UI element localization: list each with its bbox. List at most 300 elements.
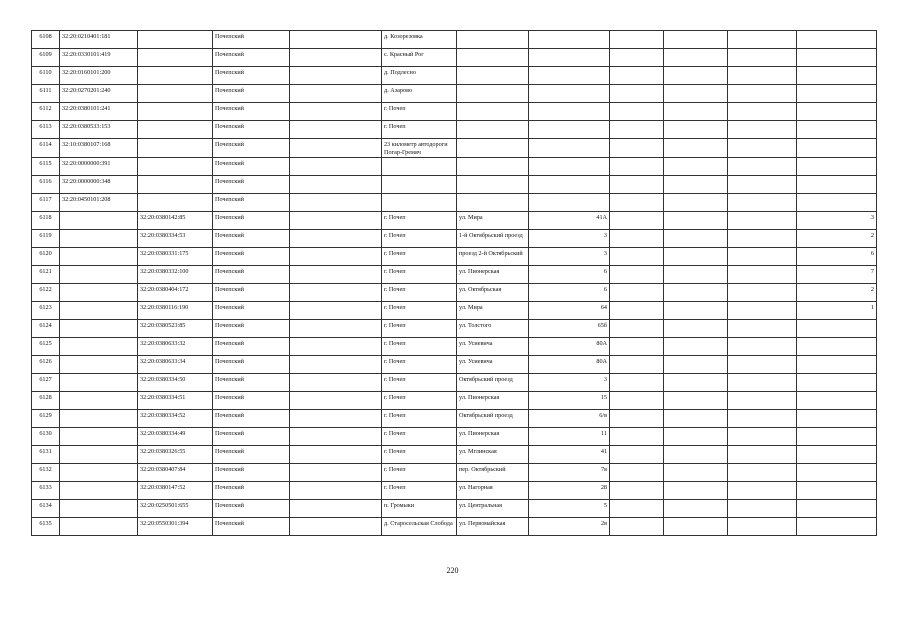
cell-house: [529, 158, 610, 176]
cell-district: Почепский: [213, 410, 290, 428]
cell-num: 6109: [32, 49, 60, 67]
cell-blank: [290, 392, 382, 410]
cell-c12: [797, 500, 877, 518]
cell-c12: 3: [797, 212, 877, 230]
cell-blank: [290, 230, 382, 248]
cell-c11: [728, 284, 797, 302]
cell-blank: [290, 103, 382, 121]
cell-blank: [290, 212, 382, 230]
cell-cad2: 32:20:0380523:85: [138, 320, 213, 338]
table-row: [32, 464, 877, 482]
cell-house: [529, 67, 610, 85]
cell-cad1: 32:20:0160101:200: [60, 67, 138, 85]
cell-street: [457, 139, 529, 158]
cell-locality: г. Почеп: [382, 338, 457, 356]
cell-locality: г. Почеп: [382, 410, 457, 428]
cell-district: Почепский: [213, 67, 290, 85]
table-row: [32, 31, 877, 49]
cell-c10: [664, 121, 728, 139]
cell-cad2: 32:20:0380334:49: [138, 428, 213, 446]
cell-district: Почепский: [213, 31, 290, 49]
cell-num: 6129: [32, 410, 60, 428]
cell-house: 28: [529, 482, 610, 500]
cell-cad1: [60, 410, 138, 428]
cell-locality: [382, 176, 457, 194]
table-row: [32, 230, 877, 248]
cell-house: 2в: [529, 518, 610, 536]
cell-c11: [728, 392, 797, 410]
table-row: [32, 139, 877, 158]
cell-district: Почепский: [213, 139, 290, 158]
cell-c11: [728, 374, 797, 392]
cell-blank: [290, 500, 382, 518]
cell-cad2: 32:20:0380142:85: [138, 212, 213, 230]
cell-c11: [728, 176, 797, 194]
cell-c12: [797, 67, 877, 85]
cell-num: 6127: [32, 374, 60, 392]
cell-c12: [797, 139, 877, 158]
cell-district: Почепский: [213, 212, 290, 230]
cell-street: ул. Нагорная: [457, 482, 529, 500]
cell-c12: [797, 176, 877, 194]
table-row: [32, 410, 877, 428]
cell-cad2: 32:20:0250501:655: [138, 500, 213, 518]
cell-cad1: [60, 320, 138, 338]
cell-cad2: 32:20:0380334:52: [138, 410, 213, 428]
cell-locality: г. Почеп: [382, 446, 457, 464]
cell-street: [457, 85, 529, 103]
cell-house: [529, 121, 610, 139]
cell-c10: [664, 356, 728, 374]
cell-locality: д. Азарово: [382, 85, 457, 103]
table-row: [32, 266, 877, 284]
cell-cad1: 32:20:0210401:181: [60, 31, 138, 49]
cell-house: 3: [529, 248, 610, 266]
cell-locality: г. Почеп: [382, 464, 457, 482]
cell-district: Почепский: [213, 392, 290, 410]
cell-flat: [610, 230, 664, 248]
cell-house: 3: [529, 230, 610, 248]
cell-blank: [290, 302, 382, 320]
cell-num: 6128: [32, 392, 60, 410]
cell-district: Почепский: [213, 302, 290, 320]
cell-cad1: [60, 230, 138, 248]
cell-cad1: 32:20:0000000:391: [60, 158, 138, 176]
cell-district: Почепский: [213, 446, 290, 464]
cell-cad2: [138, 176, 213, 194]
cell-district: Почепский: [213, 158, 290, 176]
cell-num: 6125: [32, 338, 60, 356]
cell-cad1: [60, 248, 138, 266]
cell-cad2: 32:20:0380404:172: [138, 284, 213, 302]
cell-cad1: [60, 392, 138, 410]
cell-flat: [610, 356, 664, 374]
cell-c11: [728, 230, 797, 248]
cell-c10: [664, 67, 728, 85]
cell-flat: [610, 500, 664, 518]
cell-cad1: 32:20:0000000:348: [60, 176, 138, 194]
cell-cad1: [60, 338, 138, 356]
cell-street: ул. Усиевича: [457, 338, 529, 356]
cell-num: 6119: [32, 230, 60, 248]
cell-blank: [290, 176, 382, 194]
table-row: [32, 302, 877, 320]
cell-street: ул. Мира: [457, 302, 529, 320]
cell-flat: [610, 266, 664, 284]
cell-locality: г. Почеп: [382, 356, 457, 374]
cell-locality: г. Почеп: [382, 392, 457, 410]
cell-c10: [664, 230, 728, 248]
cell-street: ул. Мира: [457, 212, 529, 230]
cell-flat: [610, 121, 664, 139]
cell-cad2: 32:20:0550301:394: [138, 518, 213, 536]
cell-c10: [664, 103, 728, 121]
cell-locality: г. Почеп: [382, 121, 457, 139]
cell-locality: г. Почеп: [382, 302, 457, 320]
cell-district: Почепский: [213, 338, 290, 356]
cell-c12: [797, 103, 877, 121]
cell-locality: с. Красный Рог: [382, 49, 457, 67]
cell-flat: [610, 85, 664, 103]
table-row: [32, 320, 877, 338]
table-row: [32, 248, 877, 266]
cell-house: 6: [529, 266, 610, 284]
cell-street: [457, 194, 529, 212]
cell-district: Почепский: [213, 194, 290, 212]
cell-c11: [728, 49, 797, 67]
cell-c12: 1: [797, 302, 877, 320]
cell-c12: 2: [797, 284, 877, 302]
cell-house: 41А: [529, 212, 610, 230]
cell-district: Почепский: [213, 121, 290, 139]
cell-cad1: 32:10:0380107:168: [60, 139, 138, 158]
cell-cad1: [60, 428, 138, 446]
cell-district: Почепский: [213, 284, 290, 302]
cell-c11: [728, 139, 797, 158]
cell-c12: [797, 482, 877, 500]
cell-num: 6110: [32, 67, 60, 85]
cell-street: ул. Усиевича: [457, 356, 529, 374]
table-row: [32, 85, 877, 103]
cell-c10: [664, 158, 728, 176]
cell-c12: [797, 428, 877, 446]
cell-locality: [382, 194, 457, 212]
cell-c11: [728, 464, 797, 482]
cell-c10: [664, 428, 728, 446]
cell-street: [457, 49, 529, 67]
cell-flat: [610, 176, 664, 194]
cell-num: 6135: [32, 518, 60, 536]
cell-cad1: [60, 482, 138, 500]
cell-num: 6132: [32, 464, 60, 482]
cell-cad1: 32:20:0450101:208: [60, 194, 138, 212]
cell-num: 6111: [32, 85, 60, 103]
cell-flat: [610, 392, 664, 410]
cell-c11: [728, 320, 797, 338]
cell-locality: г. Почеп: [382, 230, 457, 248]
cell-flat: [610, 158, 664, 176]
cell-cad2: 32:20:0380326:55: [138, 446, 213, 464]
cell-street: Октябрьский проезд: [457, 374, 529, 392]
cell-num: 6117: [32, 194, 60, 212]
table-row: [32, 518, 877, 536]
cell-blank: [290, 482, 382, 500]
cell-c10: [664, 410, 728, 428]
cell-flat: [610, 410, 664, 428]
cell-locality: г. Почеп: [382, 266, 457, 284]
cell-blank: [290, 139, 382, 158]
cell-num: 6131: [32, 446, 60, 464]
cell-flat: [610, 302, 664, 320]
cell-locality: п. Громыки: [382, 500, 457, 518]
cell-cad2: 32:20:0380633:34: [138, 356, 213, 374]
cell-cad2: [138, 85, 213, 103]
cell-cad2: [138, 139, 213, 158]
cell-c12: [797, 518, 877, 536]
cell-blank: [290, 446, 382, 464]
cell-c12: [797, 121, 877, 139]
cell-c12: [797, 374, 877, 392]
register-table: [31, 30, 877, 536]
cell-c11: [728, 302, 797, 320]
cell-c10: [664, 464, 728, 482]
cell-house: [529, 49, 610, 67]
cell-c10: [664, 338, 728, 356]
cell-c11: [728, 518, 797, 536]
table-row: [32, 392, 877, 410]
cell-num: 6116: [32, 176, 60, 194]
table-row: [32, 158, 877, 176]
cell-c11: [728, 31, 797, 49]
cell-street: пер. Октябрьский: [457, 464, 529, 482]
cell-cad1: 32:20:0330101:419: [60, 49, 138, 67]
cell-blank: [290, 320, 382, 338]
cell-cad2: 32:20:0380332:100: [138, 266, 213, 284]
cell-blank: [290, 31, 382, 49]
cell-blank: [290, 85, 382, 103]
cell-flat: [610, 464, 664, 482]
cell-cad1: 32:20:0380533:153: [60, 121, 138, 139]
cell-district: Почепский: [213, 356, 290, 374]
cell-blank: [290, 464, 382, 482]
cell-flat: [610, 284, 664, 302]
cell-house: [529, 103, 610, 121]
cell-num: 6123: [32, 302, 60, 320]
cell-house: 11: [529, 428, 610, 446]
table-row: [32, 194, 877, 212]
cell-num: 6108: [32, 31, 60, 49]
cell-c11: [728, 103, 797, 121]
cell-district: Почепский: [213, 103, 290, 121]
cell-c12: 6: [797, 248, 877, 266]
cell-locality: д. Старосельская Слобода: [382, 518, 457, 536]
table-row: [32, 338, 877, 356]
cell-cad2: 32:20:0380407:84: [138, 464, 213, 482]
cell-c12: [797, 31, 877, 49]
cell-num: 6130: [32, 428, 60, 446]
page-number: 220: [446, 566, 459, 575]
cell-c10: [664, 320, 728, 338]
cell-cad2: [138, 121, 213, 139]
cell-c10: [664, 482, 728, 500]
cell-cad1: [60, 518, 138, 536]
cell-flat: [610, 103, 664, 121]
cell-num: 6115: [32, 158, 60, 176]
cell-cad1: [60, 500, 138, 518]
cell-locality: г. Почеп: [382, 320, 457, 338]
cell-blank: [290, 158, 382, 176]
cell-cad2: 32:20:0380331:175: [138, 248, 213, 266]
table-row: [32, 428, 877, 446]
cell-locality: г. Почеп: [382, 103, 457, 121]
cell-c12: [797, 320, 877, 338]
cell-cad2: 32:20:0380334:50: [138, 374, 213, 392]
cell-cad1: [60, 374, 138, 392]
cell-street: ул. Пионерская: [457, 266, 529, 284]
cell-cad1: [60, 356, 138, 374]
cell-house: 64: [529, 302, 610, 320]
table-row: [32, 121, 877, 139]
cell-locality: г. Почеп: [382, 284, 457, 302]
cell-blank: [290, 284, 382, 302]
cell-cad2: [138, 103, 213, 121]
cell-flat: [610, 446, 664, 464]
cell-blank: [290, 266, 382, 284]
cell-c10: [664, 85, 728, 103]
cell-flat: [610, 49, 664, 67]
cell-house: 7в: [529, 464, 610, 482]
cell-house: [529, 194, 610, 212]
cell-c12: [797, 158, 877, 176]
cell-c12: [797, 356, 877, 374]
cell-c11: [728, 212, 797, 230]
cell-c10: [664, 194, 728, 212]
cell-district: Почепский: [213, 482, 290, 500]
cell-num: 6126: [32, 356, 60, 374]
cell-house: 80А: [529, 338, 610, 356]
cell-c10: [664, 266, 728, 284]
cell-locality: г. Почеп: [382, 248, 457, 266]
cell-num: 6118: [32, 212, 60, 230]
cell-c12: [797, 464, 877, 482]
cell-cad2: 32:20:0380334:53: [138, 230, 213, 248]
cell-num: 6120: [32, 248, 60, 266]
cell-street: 1-й Октябрьский проезд: [457, 230, 529, 248]
cell-c12: [797, 392, 877, 410]
cell-flat: [610, 338, 664, 356]
cell-c10: [664, 500, 728, 518]
cell-cad2: 32:20:0380116:190: [138, 302, 213, 320]
cell-c10: [664, 374, 728, 392]
cell-house: [529, 139, 610, 158]
cell-flat: [610, 212, 664, 230]
cell-flat: [610, 428, 664, 446]
cell-blank: [290, 194, 382, 212]
cell-district: Почепский: [213, 320, 290, 338]
cell-house: 15: [529, 392, 610, 410]
cell-locality: г. Почеп: [382, 374, 457, 392]
cell-blank: [290, 338, 382, 356]
cell-flat: [610, 482, 664, 500]
cell-c10: [664, 392, 728, 410]
cell-house: 80А: [529, 356, 610, 374]
cell-district: Почепский: [213, 248, 290, 266]
cell-house: [529, 176, 610, 194]
cell-street: [457, 158, 529, 176]
cell-c11: [728, 85, 797, 103]
cell-c12: [797, 410, 877, 428]
cell-street: [457, 103, 529, 121]
cell-street: проезд 2-й Октябрьский: [457, 248, 529, 266]
cell-c11: [728, 194, 797, 212]
cell-district: Почепский: [213, 500, 290, 518]
cell-c11: [728, 500, 797, 518]
cell-street: ул. Октябрьская: [457, 284, 529, 302]
cell-c10: [664, 518, 728, 536]
cell-flat: [610, 194, 664, 212]
cell-house: 41: [529, 446, 610, 464]
cell-cad1: [60, 212, 138, 230]
table-row: [32, 49, 877, 67]
cell-house: [529, 85, 610, 103]
cell-district: Почепский: [213, 518, 290, 536]
cell-cad2: [138, 67, 213, 85]
cell-cad2: [138, 158, 213, 176]
cell-c10: [664, 446, 728, 464]
cell-num: 6114: [32, 139, 60, 158]
table-row: [32, 446, 877, 464]
cell-c10: [664, 139, 728, 158]
cell-flat: [610, 248, 664, 266]
cell-district: Почепский: [213, 85, 290, 103]
cell-house: 5: [529, 500, 610, 518]
cell-cad1: 32:20:0270201:240: [60, 85, 138, 103]
cell-street: ул. Пионерская: [457, 392, 529, 410]
cell-cad2: [138, 194, 213, 212]
cell-blank: [290, 248, 382, 266]
cell-c11: [728, 338, 797, 356]
cell-c11: [728, 482, 797, 500]
cell-c12: [797, 85, 877, 103]
cell-cad1: 32:20:0380101:241: [60, 103, 138, 121]
cell-cad1: [60, 284, 138, 302]
table-row: [32, 482, 877, 500]
cell-locality: г. Почеп: [382, 428, 457, 446]
cell-cad2: 32:20:0380147:52: [138, 482, 213, 500]
cell-c10: [664, 31, 728, 49]
cell-c10: [664, 212, 728, 230]
cell-house: [529, 31, 610, 49]
cell-street: [457, 67, 529, 85]
cell-cad1: [60, 302, 138, 320]
cell-street: ул. Толстого: [457, 320, 529, 338]
cell-blank: [290, 356, 382, 374]
table-body: [32, 31, 877, 536]
cell-cad1: [60, 446, 138, 464]
cell-c10: [664, 49, 728, 67]
cell-num: 6121: [32, 266, 60, 284]
cell-house: 3: [529, 374, 610, 392]
cell-flat: [610, 67, 664, 85]
cell-flat: [610, 518, 664, 536]
cell-house: 65б: [529, 320, 610, 338]
cell-c12: [797, 194, 877, 212]
cell-locality: д. Подлесно: [382, 67, 457, 85]
cell-street: ул. Центральная: [457, 500, 529, 518]
cell-c11: [728, 428, 797, 446]
cell-district: Почепский: [213, 464, 290, 482]
cell-num: 6122: [32, 284, 60, 302]
